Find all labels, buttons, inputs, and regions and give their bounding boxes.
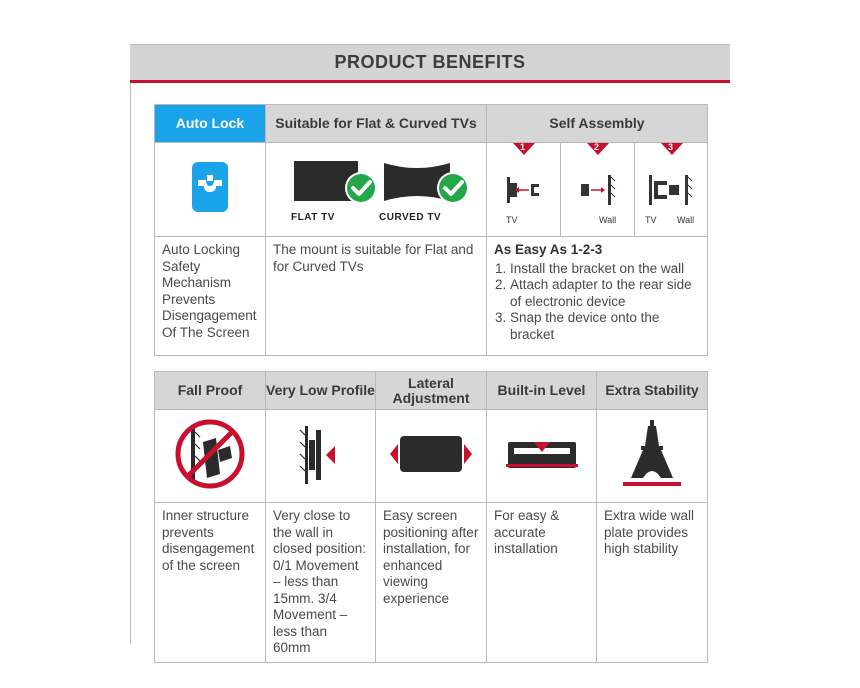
header-fall-proof: Fall Proof: [155, 372, 266, 410]
stability-icon-cell: [597, 410, 708, 503]
section-banner: [130, 44, 730, 83]
header-flat-curved: Suitable for Flat & Curved TVs: [266, 105, 487, 143]
step-2-label-wall: Wall: [599, 215, 617, 225]
header-low-profile: Very Low Profile: [266, 372, 376, 410]
step-3-label-wall: Wall: [677, 215, 695, 225]
no-fall-icon: [170, 416, 250, 492]
bubble-level-icon: [504, 434, 580, 474]
top-benefits-table: [154, 104, 708, 356]
level-description: For easy & accurate installation: [487, 503, 597, 663]
eiffel-tower-icon: [617, 416, 687, 492]
assembly-lead: As Easy As 1-2-3: [494, 242, 603, 257]
lateral-icon-cell: [376, 410, 487, 503]
section-title: PRODUCT BENEFITS: [334, 52, 526, 72]
low-profile-icon-cell: [266, 410, 376, 503]
assembly-step-1: [487, 143, 561, 236]
step-wall-bracket-icon: [561, 143, 634, 235]
bottom-benefits-table: [154, 371, 708, 663]
self-assembly-steps: [487, 143, 708, 237]
assembly-step-2: [561, 143, 635, 236]
step-1-number: 1: [520, 142, 526, 152]
self-assembly-description: [487, 237, 708, 356]
lock-bracket-icon: [190, 160, 230, 214]
header-lateral-adjustment: Lateral Adjustment: [376, 372, 487, 410]
assembly-step-3: [635, 143, 708, 236]
header-extra-stability: Extra Stability: [597, 372, 708, 410]
header-auto-lock: Auto Lock: [155, 105, 266, 143]
list-item: 3. Snap the device onto the bracket: [510, 310, 700, 343]
fall-proof-icon-cell: [155, 410, 266, 503]
flat-curved-icon-cell: [266, 143, 487, 237]
list-item: 1. Install the bracket on the wall: [510, 261, 700, 278]
stability-description: Extra wide wall plate provides high stability: [597, 503, 708, 663]
list-item: 2. Attach adapter to the rear side of electronic device: [510, 277, 700, 310]
step-3-label-tv: TV: [645, 215, 657, 225]
low-profile-icon: [291, 416, 351, 492]
step-tv-adapter-icon: [487, 143, 560, 235]
check-icon: [437, 172, 469, 204]
flat-curved-description: The mount is suitable for Flat and for Curved TVs: [266, 237, 487, 356]
header-built-in-level: Built-in Level: [487, 372, 597, 410]
header-self-assembly: Self Assembly: [487, 105, 708, 143]
check-icon: [345, 172, 377, 204]
auto-lock-icon-cell: [155, 143, 266, 237]
step-3-number: 3: [668, 142, 674, 152]
curved-tv-label: CURVED TV: [379, 212, 442, 223]
level-icon-cell: [487, 410, 597, 503]
step-1-label-tv: TV: [506, 215, 518, 225]
step-2-number: 2: [594, 142, 600, 152]
lateral-description: Easy screen positioning after installation, for enhanced viewing experience: [376, 503, 487, 663]
lateral-arrows-icon: [386, 424, 476, 484]
fall-proof-description: Inner structure prevents disengagement of the screen: [155, 503, 266, 663]
auto-lock-description: Auto Locking Safety Mechanism Prevents Disengagement Of The Screen: [155, 237, 266, 356]
assembly-steps-list: [494, 261, 700, 344]
low-profile-description: Very close to the wall in closed position: 0/1 Movement – less than 15mm. 3/4 Movement – less than 60mm: [266, 503, 376, 663]
flat-tv-label: FLAT TV: [291, 212, 335, 223]
